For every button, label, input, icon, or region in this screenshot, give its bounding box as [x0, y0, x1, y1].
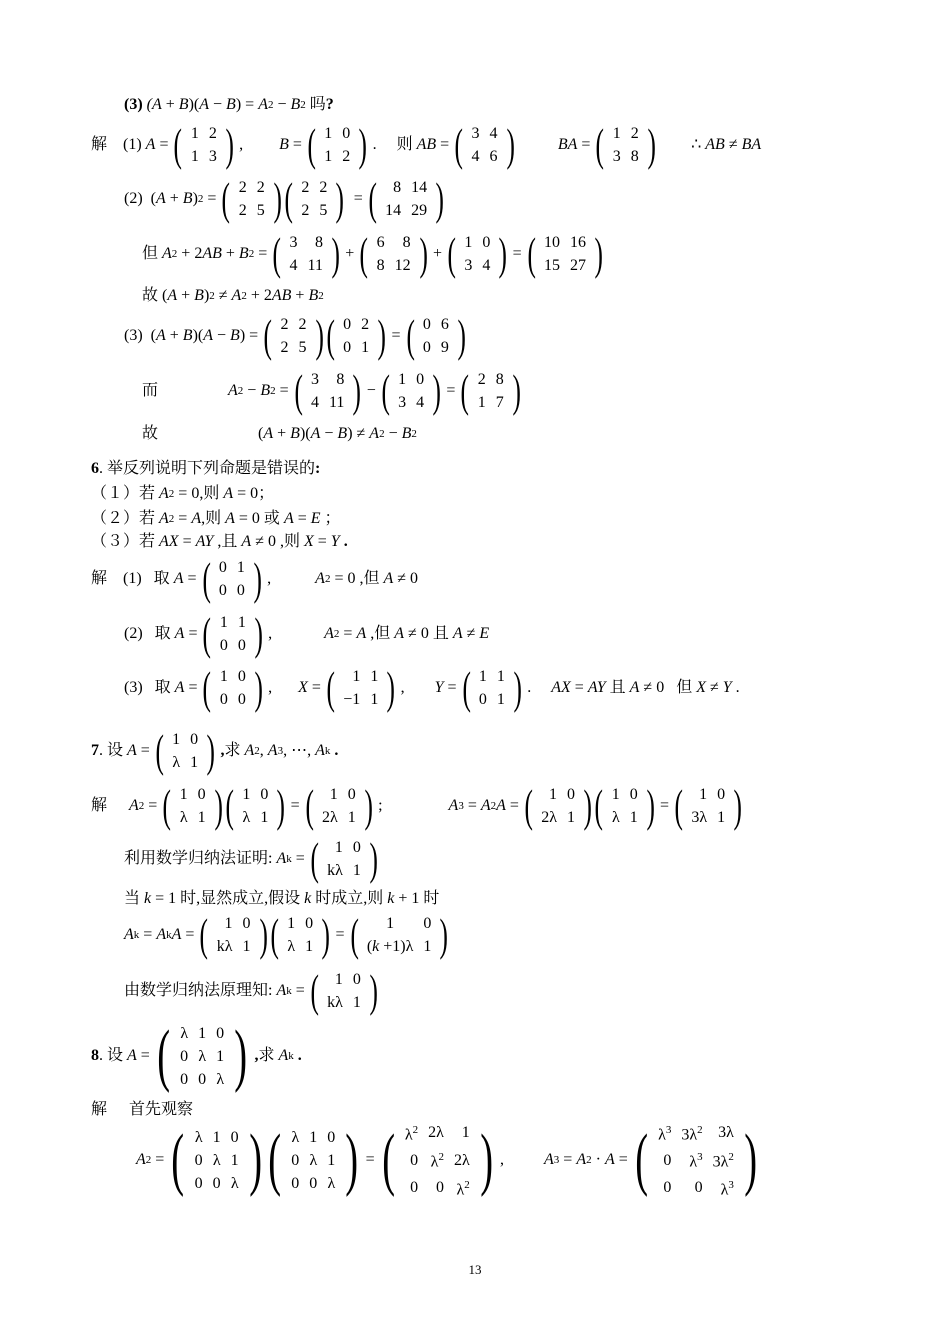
solution-5-3b: 而 A 2 − B 2 = ( 3 8 4 11 ) − ( 1 0 3 4 ) = ( 2 8 1 7 )	[142, 365, 521, 416]
question-6-title: 6 . 举反列说明下列命题是错误的 :	[91, 460, 321, 477]
solution-5-2c: 故 ( A + B ) 2 ≠ A 2 + 2 AB + B 2	[142, 287, 324, 304]
solution-7-c: 当 k = 1 时,显然成立,假设 k 时成立,则 k + 1 时	[124, 890, 440, 907]
solution-7-e: 由数学归纳法原理知: A k = ( 1 0 kλ 1 )	[124, 965, 378, 1016]
solution-5-1: 解 (1) A = ( 1 2 1 3 ) , B = ( 1 0 1 2 ) . 则 AB = ( 3 4 4 6 ) BA = ( 1 2 3 8 ) ∴ AB ≠ BA	[91, 119, 762, 170]
solution-6-1: 解 (1) 取 A = ( 0 1 0 0 ) , A 2 = 0 ,但 A ≠ 0	[91, 553, 419, 604]
solution-5-2: (2) ( A + B ) 2 = ( 2 2 2 5 ) ( 2 2 2 5 ) = ( 8 14 14 29 )	[124, 173, 444, 224]
question-5-3: (3) (A + B )( A − B ) = A 2 − B 2 吗 ?	[124, 96, 334, 113]
solution-5-3c: 故 ( A + B )( A − B ) ≠ A 2 − B 2	[142, 425, 417, 442]
solution-8-a: A 2 = ( λ 1 0 0 λ 1 0 0 λ ) ( λ 1 0 0 λ 1 0 0 λ ) = ( $\lambda^2$ 2λ 1 0 $\lambda^2$ 2λ 0 0 $\lambda^2$ ) , A 3 = A 2 · A = ( $\lambda^3$ $3\lambda^2$ 3λ 0 $\lambda^3$ $3\lambda^2$ 0 0 $\lambda^3$ )	[136, 1121, 757, 1198]
solution-6-3: (3) 取 A = ( 1 0 0 0 ) , X = ( 1 1 −1 1 ) , Y = ( 1 1 0 1 ) . AX = AY 且 A ≠ 0 但 X ≠ Y .	[124, 662, 740, 713]
solution-5-2b: 但 A 2 + 2 AB + B 2 = ( 3 8 4 11 ) + ( 6 8 8 12 ) + ( 1 0 3 4 ) = ( 10 16 15 27 )	[142, 228, 603, 279]
question-6-item-2: （２）若 A 2 = A ,则 A = 0 或 A = E ；	[91, 510, 341, 527]
solution-6-2: (2) 取 A = ( 1 1 0 0 ) , A 2 = A ,但 A ≠ 0 且 A ≠ E	[124, 608, 490, 659]
question-7-title: 7 . 设 A = ( 1 0 λ 1 ) , 求 A 2 , A 3 , ⋯, A k .	[91, 725, 339, 776]
solution-7-a: 解 A 2 = ( 1 0 λ 1 ) ( 1 0 λ 1 ) = ( 1 0 2λ 1 ) ; A 3 = A 2 A = ( 1 0 2λ 1 ) ( 1 0 λ 1 ) = ( 1 0 3λ 1 )	[91, 780, 743, 831]
question-6-item-3: （３）若 AX = AY ,且 A ≠ 0 ,则 X = Y .	[91, 533, 348, 550]
solution-5-3: (3) ( A + B )( A − B ) = ( 2 2 2 5 ) ( 0 2 0 1 ) = ( 0 6 0 9 )	[124, 310, 466, 361]
question-6-item-1: （１）若 A 2 = 0,则 A = 0；	[91, 485, 275, 502]
page-number: 13	[468, 1262, 482, 1277]
solution-8-intro: 解 首先观察	[91, 1101, 194, 1118]
question-8-title: 8 . 设 A = ( λ 1 0 0 λ 1 0 0 λ ) , 求 A k .	[91, 1017, 302, 1094]
solution-7-d: A k = A k A = ( 1 0 kλ 1 ) ( 1 0 λ 1 ) = ( 1 0 (k +1)λ 1 )	[124, 909, 449, 960]
solution-7-b: 利用数学归纳法证明: A k = ( 1 0 kλ 1 )	[124, 833, 378, 884]
